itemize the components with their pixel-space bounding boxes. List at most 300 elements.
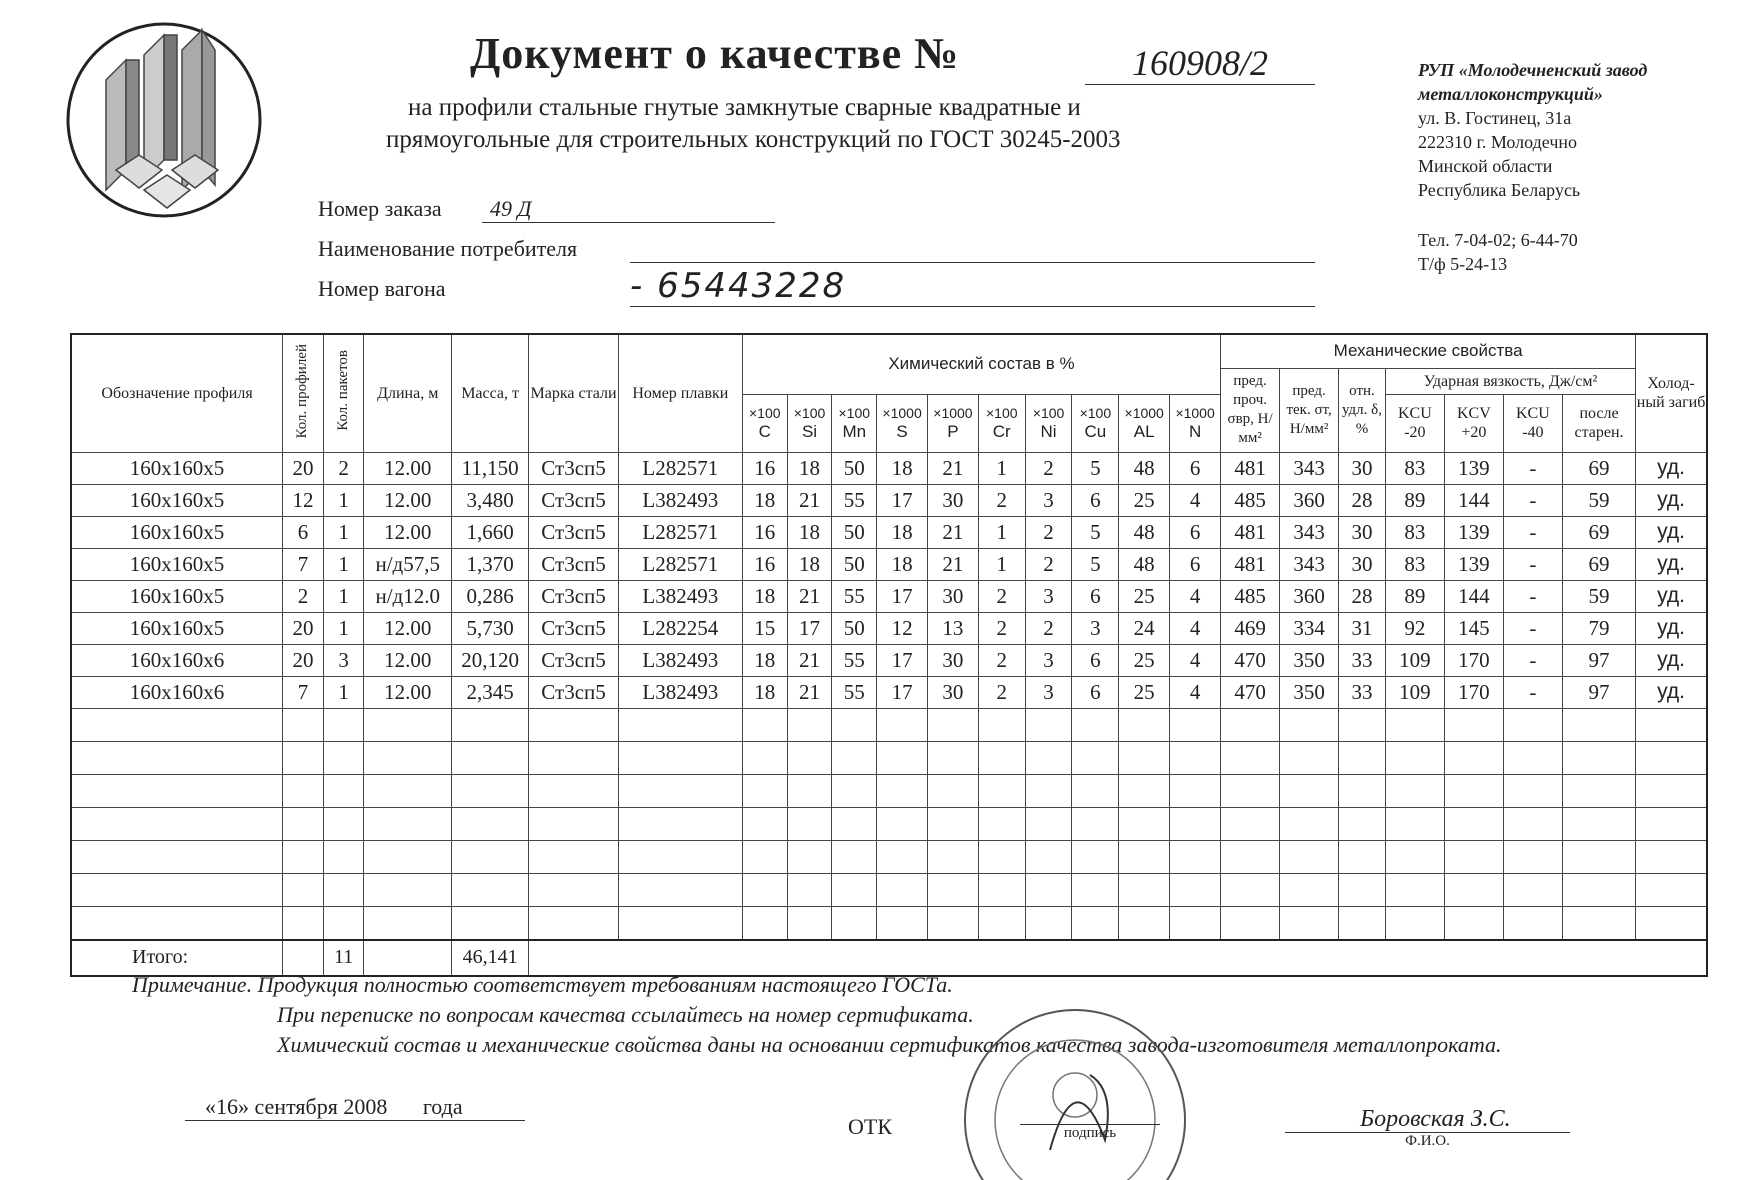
company-address-4: Республика Беларусь — [1418, 180, 1581, 200]
empty-cell — [978, 807, 1025, 840]
empty-cell — [742, 873, 787, 906]
table-cell: 2 — [283, 580, 324, 612]
table-row — [71, 516, 1707, 548]
col-mass: Масса, т — [451, 334, 528, 452]
subtitle-line-1: на профили стальные гнутые замкнутые сварные квадратные и — [408, 94, 1081, 121]
empty-cell — [1339, 774, 1386, 807]
table-cell: - — [1503, 612, 1562, 644]
empty-cell — [832, 708, 877, 741]
empty-cell — [529, 873, 619, 906]
table-cell: 28 — [1339, 580, 1386, 612]
empty-cell — [1072, 873, 1119, 906]
col-chem-ni — [1025, 394, 1072, 452]
col-qty-packs: Кол. пакетов — [323, 334, 364, 452]
table-cell: 50 — [832, 612, 877, 644]
empty-cell — [928, 906, 979, 940]
otk-label: ОТК — [848, 1114, 892, 1139]
empty-cell — [1503, 774, 1562, 807]
table-cell: 28 — [1339, 484, 1386, 516]
empty-cell — [1221, 774, 1280, 807]
table-cell: 21 — [787, 484, 832, 516]
table-cell: 3,480 — [451, 484, 528, 516]
table-cell: 481 — [1221, 516, 1280, 548]
empty-cell — [978, 774, 1025, 807]
table-cell: 30 — [928, 484, 979, 516]
empty-cell — [1339, 708, 1386, 741]
company-name-1: РУП «Молодечненский завод — [1418, 60, 1648, 80]
empty-cell — [1025, 906, 1072, 940]
empty-cell — [451, 840, 528, 873]
table-cell: 16 — [742, 548, 787, 580]
table-cell: 50 — [832, 516, 877, 548]
document-title: Документ о качестве № — [470, 29, 960, 78]
table-cell: 139 — [1444, 548, 1503, 580]
empty-cell — [1072, 774, 1119, 807]
col-chem-group: Химический состав в % — [742, 334, 1220, 394]
table-cell: 160х160х6 — [71, 644, 283, 676]
table-cell: 33 — [1339, 676, 1386, 708]
signature-label: подпись — [1020, 1124, 1160, 1142]
table-cell: 30 — [928, 580, 979, 612]
table-cell: 4 — [1170, 580, 1221, 612]
empty-cell — [1072, 807, 1119, 840]
empty-cell — [877, 741, 928, 774]
company-address-2: 222310 г. Молодечно — [1418, 132, 1578, 152]
empty-cell — [529, 741, 619, 774]
empty-cell — [787, 840, 832, 873]
empty-cell — [1562, 873, 1635, 906]
table-cell: 97 — [1562, 676, 1635, 708]
chem-multiplier: ×1000 — [933, 405, 973, 421]
table-cell: уд. — [1636, 516, 1707, 548]
document-number: 160908/2 — [1085, 42, 1315, 85]
empty-cell — [1339, 873, 1386, 906]
table-cell: 21 — [928, 516, 979, 548]
table-cell: 350 — [1280, 676, 1339, 708]
empty-cell — [451, 708, 528, 741]
table-cell: L382493 — [618, 580, 742, 612]
empty-cell — [1562, 807, 1635, 840]
table-cell: 360 — [1280, 484, 1339, 516]
table-cell: 4 — [1170, 644, 1221, 676]
col-chem-s — [877, 394, 928, 452]
table-cell: Ст3сп5 — [529, 452, 619, 484]
empty-cell — [1119, 708, 1170, 741]
empty-cell — [71, 741, 283, 774]
empty-cell — [1119, 840, 1170, 873]
table-cell: 160х160х5 — [71, 580, 283, 612]
company-block — [1418, 58, 1647, 276]
empty-cell — [1385, 708, 1444, 741]
table-cell: 5 — [1072, 452, 1119, 484]
empty-cell — [451, 774, 528, 807]
table-cell: 4 — [1170, 612, 1221, 644]
empty-cell — [1385, 906, 1444, 940]
table-cell: 170 — [1444, 676, 1503, 708]
table-cell: 6 — [283, 516, 324, 548]
table-cell: 6 — [1072, 580, 1119, 612]
notes-block — [132, 970, 1501, 1060]
empty-cell — [1072, 906, 1119, 940]
empty-cell — [323, 774, 364, 807]
col-qty-profiles: Кол. профилей — [283, 334, 324, 452]
table-cell: L282254 — [618, 612, 742, 644]
col-impact-group: Ударная вязкость, Дж/см² — [1385, 368, 1635, 394]
table-cell: 59 — [1562, 580, 1635, 612]
total-cell: 46,141 — [451, 940, 528, 976]
empty-row — [71, 840, 1707, 873]
empty-row — [71, 873, 1707, 906]
col-length: Длина, м — [364, 334, 451, 452]
empty-cell — [832, 774, 877, 807]
table-cell: уд. — [1636, 452, 1707, 484]
table-cell: уд. — [1636, 644, 1707, 676]
empty-row — [71, 741, 1707, 774]
table-cell: 145 — [1444, 612, 1503, 644]
table-cell: уд. — [1636, 484, 1707, 516]
table-cell: 18 — [877, 452, 928, 484]
company-phone: Тел. 7-04-02; 6-44-70 — [1418, 230, 1578, 250]
chem-element: N — [1188, 422, 1202, 441]
table-cell: 109 — [1385, 676, 1444, 708]
empty-row — [71, 807, 1707, 840]
table-cell: уд. — [1636, 676, 1707, 708]
empty-cell — [928, 741, 979, 774]
empty-cell — [283, 873, 324, 906]
empty-cell — [1385, 807, 1444, 840]
chem-multiplier: ×100 — [1032, 405, 1065, 421]
empty-cell — [1119, 741, 1170, 774]
table-cell: Ст3сп5 — [529, 644, 619, 676]
table-cell: 55 — [832, 644, 877, 676]
empty-cell — [1025, 840, 1072, 873]
empty-cell — [877, 873, 928, 906]
empty-cell — [1119, 807, 1170, 840]
table-cell: 20 — [283, 452, 324, 484]
empty-cell — [1562, 708, 1635, 741]
table-cell: 1,660 — [451, 516, 528, 548]
empty-cell — [832, 807, 877, 840]
col-chem-p — [928, 394, 979, 452]
table-cell: 1 — [323, 612, 364, 644]
chem-element: Cr — [992, 422, 1011, 441]
empty-cell — [1170, 741, 1221, 774]
table-cell: 6 — [1072, 676, 1119, 708]
table-cell: 18 — [742, 676, 787, 708]
empty-cell — [1221, 741, 1280, 774]
date-line — [185, 1094, 525, 1121]
col-steel: Марка стали — [529, 334, 619, 452]
table-cell: 3 — [1025, 484, 1072, 516]
empty-cell — [1119, 774, 1170, 807]
table-cell: 360 — [1280, 580, 1339, 612]
empty-cell — [1562, 906, 1635, 940]
empty-cell — [1636, 708, 1707, 741]
empty-cell — [451, 807, 528, 840]
table-cell: н/д12.0 — [364, 580, 451, 612]
table-cell: 33 — [1339, 644, 1386, 676]
table-row — [71, 484, 1707, 516]
empty-cell — [1170, 840, 1221, 873]
table-cell: 18 — [877, 516, 928, 548]
table-cell: 485 — [1221, 484, 1280, 516]
table-row — [71, 452, 1707, 484]
table-cell: 12.00 — [364, 484, 451, 516]
table-cell: 24 — [1119, 612, 1170, 644]
empty-cell — [1503, 906, 1562, 940]
empty-cell — [832, 906, 877, 940]
empty-cell — [1072, 708, 1119, 741]
table-cell: 48 — [1119, 516, 1170, 548]
table-cell: 160х160х5 — [71, 452, 283, 484]
empty-cell — [364, 873, 451, 906]
table-cell: 12.00 — [364, 516, 451, 548]
table-cell: 48 — [1119, 452, 1170, 484]
table-cell: 18 — [877, 548, 928, 580]
empty-cell — [283, 708, 324, 741]
empty-cell — [1280, 906, 1339, 940]
empty-cell — [1221, 906, 1280, 940]
empty-cell — [323, 708, 364, 741]
table-cell: 17 — [877, 676, 928, 708]
empty-cell — [364, 708, 451, 741]
empty-cell — [618, 906, 742, 940]
chem-element: C — [758, 422, 771, 441]
empty-cell — [1072, 741, 1119, 774]
chem-multiplier: ×100 — [985, 405, 1018, 421]
table-cell: L282571 — [618, 516, 742, 548]
col-chem-c — [742, 394, 787, 452]
table-cell: - — [1503, 452, 1562, 484]
empty-cell — [618, 741, 742, 774]
chem-element: AL — [1133, 422, 1155, 441]
table-cell: уд. — [1636, 580, 1707, 612]
table-cell: 160х160х5 — [71, 612, 283, 644]
empty-cell — [529, 807, 619, 840]
empty-cell — [742, 774, 787, 807]
empty-cell — [1444, 741, 1503, 774]
issue-date: «16» сентября 2008 — [205, 1094, 388, 1119]
table-cell: 144 — [1444, 484, 1503, 516]
empty-cell — [1636, 906, 1707, 940]
quality-table — [70, 333, 1708, 977]
table-cell: 59 — [1562, 484, 1635, 516]
chem-element: Si — [801, 422, 818, 441]
table-cell: 343 — [1280, 548, 1339, 580]
empty-cell — [832, 840, 877, 873]
table-cell: 350 — [1280, 644, 1339, 676]
table-cell: 17 — [877, 580, 928, 612]
table-cell: 25 — [1119, 484, 1170, 516]
empty-cell — [71, 708, 283, 741]
subtitle-line-2: прямоугольные для строительных конструкций по ГОСТ 30245-2003 — [386, 126, 1121, 153]
empty-cell — [1444, 840, 1503, 873]
empty-cell — [1339, 741, 1386, 774]
table-cell: 25 — [1119, 580, 1170, 612]
empty-cell — [618, 774, 742, 807]
table-cell: 48 — [1119, 548, 1170, 580]
table-cell: 481 — [1221, 452, 1280, 484]
empty-cell — [323, 741, 364, 774]
table-cell: 20 — [283, 612, 324, 644]
table-cell: 69 — [1562, 516, 1635, 548]
chem-element: Mn — [842, 422, 867, 441]
empty-cell — [1562, 774, 1635, 807]
table-cell: 2,345 — [451, 676, 528, 708]
empty-cell — [787, 906, 832, 940]
empty-cell — [1562, 741, 1635, 774]
col-chem-mn — [832, 394, 877, 452]
table-cell: 92 — [1385, 612, 1444, 644]
table-cell: 21 — [787, 644, 832, 676]
empty-cell — [71, 774, 283, 807]
table-cell: 12 — [877, 612, 928, 644]
table-cell: - — [1503, 644, 1562, 676]
empty-cell — [742, 708, 787, 741]
empty-cell — [451, 741, 528, 774]
table-cell: 2 — [978, 644, 1025, 676]
table-cell: 1 — [978, 516, 1025, 548]
table-cell: 21 — [928, 452, 979, 484]
empty-cell — [928, 873, 979, 906]
table-cell: 343 — [1280, 452, 1339, 484]
table-cell: 1 — [323, 548, 364, 580]
chem-multiplier: ×1000 — [1124, 405, 1164, 421]
chem-multiplier: ×100 — [748, 405, 781, 421]
empty-cell — [529, 774, 619, 807]
consumer-value — [630, 236, 1315, 263]
empty-cell — [1170, 708, 1221, 741]
empty-cell — [323, 873, 364, 906]
empty-cell — [1503, 708, 1562, 741]
empty-cell — [1170, 906, 1221, 940]
table-cell: - — [1503, 580, 1562, 612]
empty-cell — [742, 906, 787, 940]
empty-cell — [1221, 807, 1280, 840]
table-cell: 6 — [1072, 644, 1119, 676]
table-cell: 4 — [1170, 484, 1221, 516]
inspector-name: Боровская З.С. — [1360, 1106, 1511, 1132]
empty-cell — [529, 906, 619, 940]
col-kcu40: KCU -40 — [1503, 394, 1562, 452]
col-chem-al — [1119, 394, 1170, 452]
empty-cell — [832, 873, 877, 906]
table-cell: 18 — [787, 516, 832, 548]
table-cell: 50 — [832, 548, 877, 580]
table-cell: 1 — [978, 548, 1025, 580]
empty-cell — [283, 840, 324, 873]
empty-cell — [1170, 807, 1221, 840]
empty-cell — [364, 906, 451, 940]
empty-cell — [1170, 774, 1221, 807]
table-cell: 170 — [1444, 644, 1503, 676]
empty-cell — [787, 741, 832, 774]
table-cell: 6 — [1170, 452, 1221, 484]
empty-cell — [877, 708, 928, 741]
table-cell: L382493 — [618, 676, 742, 708]
empty-cell — [1170, 873, 1221, 906]
table-cell: 25 — [1119, 676, 1170, 708]
table-cell: 15 — [742, 612, 787, 644]
empty-cell — [1072, 840, 1119, 873]
empty-cell — [1280, 741, 1339, 774]
table-cell: Ст3сп5 — [529, 548, 619, 580]
table-cell: 2 — [1025, 516, 1072, 548]
table-cell: 343 — [1280, 516, 1339, 548]
table-cell: 18 — [742, 580, 787, 612]
empty-cell — [1025, 708, 1072, 741]
table-cell: 79 — [1562, 612, 1635, 644]
empty-cell — [364, 741, 451, 774]
table-cell: 16 — [742, 516, 787, 548]
table-cell: 469 — [1221, 612, 1280, 644]
empty-cell — [1280, 807, 1339, 840]
table-cell: 97 — [1562, 644, 1635, 676]
table-cell: 21 — [787, 580, 832, 612]
empty-cell — [1280, 840, 1339, 873]
table-cell: 20,120 — [451, 644, 528, 676]
table-cell: 2 — [978, 484, 1025, 516]
table-cell: 6 — [1170, 548, 1221, 580]
empty-cell — [1444, 708, 1503, 741]
empty-cell — [1444, 906, 1503, 940]
empty-cell — [978, 840, 1025, 873]
empty-cell — [1280, 774, 1339, 807]
empty-cell — [877, 807, 928, 840]
empty-cell — [832, 741, 877, 774]
empty-cell — [742, 840, 787, 873]
table-cell: 20 — [283, 644, 324, 676]
empty-cell — [978, 873, 1025, 906]
table-cell: 17 — [877, 644, 928, 676]
empty-cell — [928, 807, 979, 840]
empty-cell — [1119, 873, 1170, 906]
empty-cell — [618, 873, 742, 906]
table-cell: 18 — [742, 484, 787, 516]
empty-cell — [283, 774, 324, 807]
table-cell: 30 — [1339, 548, 1386, 580]
empty-cell — [323, 906, 364, 940]
col-kcu20: KCU -20 — [1385, 394, 1444, 452]
table-cell: 160х160х6 — [71, 676, 283, 708]
table-cell: 12 — [283, 484, 324, 516]
table-cell: 12.00 — [364, 612, 451, 644]
empty-cell — [1503, 873, 1562, 906]
empty-cell — [1280, 873, 1339, 906]
table-cell: 139 — [1444, 516, 1503, 548]
empty-cell — [877, 906, 928, 940]
table-cell: уд. — [1636, 612, 1707, 644]
table-cell: 2 — [978, 612, 1025, 644]
table-cell: - — [1503, 676, 1562, 708]
empty-cell — [1025, 807, 1072, 840]
col-profile: Обозначение профиля — [71, 334, 283, 452]
table-cell: 12.00 — [364, 452, 451, 484]
table-cell: 0,286 — [451, 580, 528, 612]
table-cell: L382493 — [618, 484, 742, 516]
empty-cell — [1221, 873, 1280, 906]
table-cell: 30 — [928, 676, 979, 708]
chem-multiplier: ×100 — [838, 405, 871, 421]
col-kcv20: KCV +20 — [1444, 394, 1503, 452]
table-cell: 55 — [832, 580, 877, 612]
col-mech-group: Механические свойства — [1221, 334, 1636, 368]
table-cell: 30 — [1339, 516, 1386, 548]
empty-cell — [1339, 807, 1386, 840]
empty-cell — [1636, 873, 1707, 906]
empty-cell — [1221, 708, 1280, 741]
table-cell: 2 — [1025, 548, 1072, 580]
